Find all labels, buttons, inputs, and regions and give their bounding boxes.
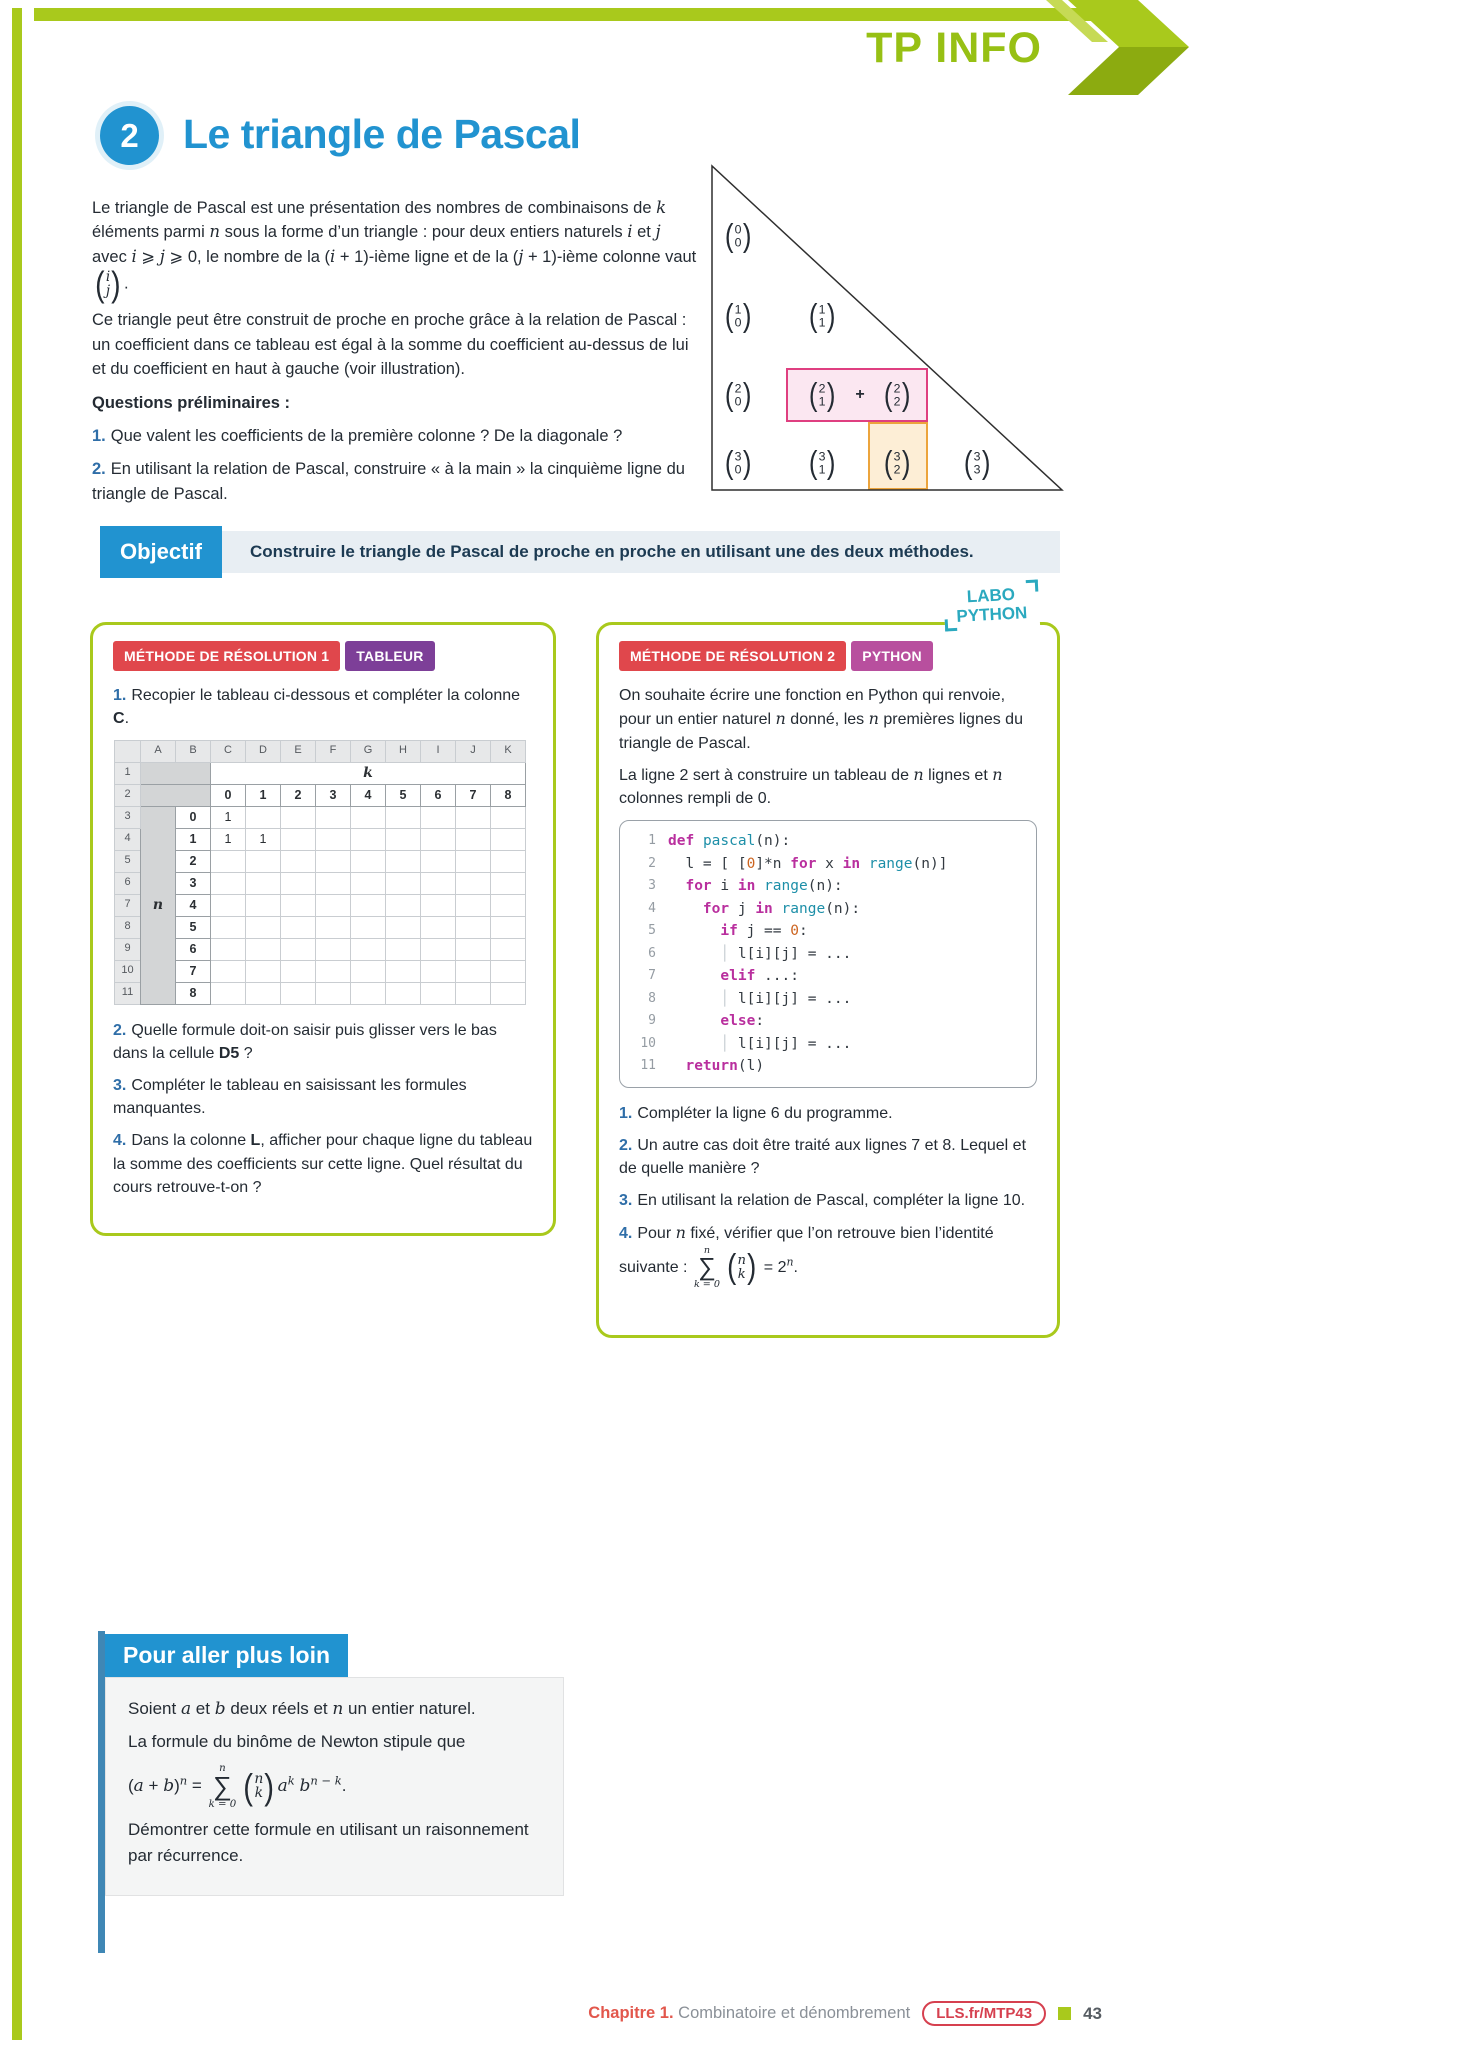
question-number: 2. (92, 460, 106, 479)
sheet-row (115, 762, 526, 784)
chapter-label: Chapitre 1. (588, 2004, 674, 2022)
sheet-cell (281, 872, 316, 894)
preliminary-question-1 (92, 424, 698, 448)
sheet-cell (351, 850, 386, 872)
sheet-cell (351, 960, 386, 982)
sheet-cell: 2 (176, 850, 211, 872)
line-number: 10 (640, 1035, 656, 1051)
sheet-cell (491, 960, 526, 982)
code-line-4 (632, 898, 1024, 921)
sheet-cell: 9 (115, 938, 141, 960)
question-text: Un autre cas doit être traité aux lignes 7 et 8. Lequel et de quelle manière ? (619, 1136, 1027, 1178)
sheet-cell (281, 806, 316, 828)
method2-badge: MÉTHODE DE RÉSOLUTION 2 (619, 641, 846, 671)
sum-notation: n ∑ k = 0 (693, 1244, 720, 1290)
sheet-cell (211, 872, 246, 894)
code-text: if j == 0: (720, 923, 808, 940)
spreadsheet-body (115, 740, 526, 1004)
sheet-cell (316, 828, 351, 850)
sheet-cell (316, 872, 351, 894)
sheet-cell (281, 938, 316, 960)
code-line-2 (632, 853, 1024, 876)
sheet-row (115, 872, 526, 894)
sheet-cell: 5 (386, 784, 421, 806)
sheet-row (115, 960, 526, 982)
sheet-row (115, 850, 526, 872)
code-line-5 (632, 920, 1024, 943)
binomial-coefficient: ( 0 0 ) (724, 217, 752, 254)
bracket-icon (1026, 580, 1039, 593)
method1-question-4 (113, 1129, 533, 1199)
further-body (105, 1677, 564, 1896)
binomial-coefficient: ( 3 3 ) (963, 444, 991, 481)
sheet-cell (456, 938, 491, 960)
sheet-cell (246, 960, 281, 982)
sheet-cell (456, 960, 491, 982)
sheet-cell (211, 916, 246, 938)
sheet-cell: J (456, 740, 491, 762)
sheet-cell: 11 (115, 982, 141, 1004)
code-line-11 (632, 1055, 1024, 1078)
sheet-cell (386, 960, 421, 982)
sheet-cell (351, 938, 386, 960)
sheet-cell (246, 938, 281, 960)
binom-3-1 (806, 444, 838, 481)
page-number: 43 (1083, 2003, 1102, 2023)
code-line-7 (632, 965, 1024, 988)
code-line-9 (632, 1010, 1024, 1033)
sheet-cell: A (141, 740, 176, 762)
sheet-cell (386, 894, 421, 916)
sheet-cell (141, 784, 211, 806)
sheet-cell (351, 982, 386, 1004)
method1-badges (113, 641, 533, 671)
sheet-cell: I (421, 740, 456, 762)
sheet-cell (456, 806, 491, 828)
sheet-cell: 6 (421, 784, 456, 806)
chapter-color-square (1058, 2007, 1071, 2020)
question-text: Quelle formule doit-on saisir puis glisser vers le bas dans la cellule D5 ? (113, 1021, 497, 1062)
sheet-cell: K (491, 740, 526, 762)
objectif-banner (100, 531, 1060, 573)
method2-question-2 (619, 1134, 1037, 1180)
sheet-cell (456, 982, 491, 1004)
sheet-cell: 7 (115, 894, 141, 916)
binomial-coefficient: ( n k ) (243, 1765, 275, 1807)
question-number: 1. (619, 1104, 633, 1122)
sheet-cell (421, 850, 456, 872)
binomial-coefficient: ( 1 1 ) (808, 297, 836, 334)
method1-question-2 (113, 1019, 533, 1065)
line-number: 11 (640, 1058, 656, 1074)
binom-0-0 (722, 217, 754, 254)
page-title: Le triangle de Pascal (183, 111, 581, 157)
sheet-cell (421, 894, 456, 916)
sheet-cell (386, 938, 421, 960)
sheet-cell (386, 872, 421, 894)
line-number: 8 (648, 990, 656, 1006)
left-accent-bar (12, 8, 22, 2040)
sheet-cell (246, 806, 281, 828)
question-number: 2. (619, 1136, 633, 1154)
sheet-cell (491, 872, 526, 894)
newton-formula: $(a + b)^n$ = n ∑ k = 0 ( n k ) $a^k$ $b^{n - k}$. (128, 1762, 347, 1810)
question-number: 4. (619, 1225, 633, 1243)
sheet-cell (456, 828, 491, 850)
binomial-coefficient: ( 3 0 ) (724, 444, 752, 481)
sheet-cell (316, 982, 351, 1004)
sheet-cell (386, 828, 421, 850)
code-text: l = [ [0]*n for x in range(n)] (668, 855, 948, 872)
method2-question-3 (619, 1189, 1037, 1212)
sheet-cell (281, 960, 316, 982)
sheet-cell (351, 828, 386, 850)
sheet-cell (421, 982, 456, 1004)
code-text: def pascal(n): (668, 833, 791, 850)
method2-card (596, 622, 1060, 1338)
sheet-row (115, 784, 526, 806)
binom-3-0 (722, 444, 754, 481)
sheet-cell: 5 (176, 916, 211, 938)
sum-notation: n ∑ k = 0 (208, 1762, 237, 1810)
binom-3-2 (881, 444, 913, 481)
sheet-cell (281, 894, 316, 916)
sheet-cell (316, 850, 351, 872)
code-text: │ l[i][j] = ... (720, 945, 852, 962)
line-number: 6 (648, 945, 656, 961)
sheet-cell: B (176, 740, 211, 762)
binomial-coefficient: ( n k ) (727, 1248, 757, 1287)
labo-line2: PYTHON (955, 602, 1028, 626)
python-badge: PYTHON (851, 641, 933, 671)
sheet-cell (491, 894, 526, 916)
sheet-cell: 3 (316, 784, 351, 806)
further-line3: Démontrer cette formule en utilisant un raisonnement par récurrence. (128, 1820, 529, 1866)
sheet-cell: 7 (456, 784, 491, 806)
sheet-cell (386, 850, 421, 872)
sheet-cell (211, 894, 246, 916)
method1-card (90, 622, 556, 1236)
sheet-cell: 0 (176, 806, 211, 828)
question-text: Compléter la ligne 6 du programme. (637, 1104, 893, 1122)
binom-1-0 (722, 297, 754, 334)
top-accent-bar (34, 8, 1112, 21)
sheet-cell (351, 806, 386, 828)
sheet-cell (316, 960, 351, 982)
sheet-cell (351, 916, 386, 938)
code-text: return(l) (685, 1058, 765, 1075)
code-text: for j in range(n): (702, 900, 861, 917)
sheet-cell: 5 (115, 850, 141, 872)
binomial-coefficient: ( 3 1 ) (808, 444, 836, 481)
sheet-cell: F (316, 740, 351, 762)
binomial-coefficient: ( 3 2 ) (883, 444, 911, 481)
sheet-cell: k (211, 762, 526, 784)
method2-badges (619, 641, 1037, 671)
line-number: 2 (648, 855, 656, 871)
sheet-cell: G (351, 740, 386, 762)
line-number: 7 (648, 968, 656, 984)
sheet-row (115, 828, 526, 850)
question-text: Que valent les coefficients de la première colonne ? De la diagonale ? (110, 426, 623, 445)
bracket-icon (945, 619, 958, 632)
question-text: En utilisant la relation de Pascal, compléter la ligne 10. (637, 1192, 1026, 1210)
sheet-cell (456, 850, 491, 872)
chapter-title: Combinatoire et dénombrement (678, 2004, 911, 2022)
sheet-cell: 6 (115, 872, 141, 894)
sheet-cell (281, 828, 316, 850)
sheet-cell: 2 (281, 784, 316, 806)
further-accent-bar (98, 1631, 105, 1953)
sheet-cell (246, 872, 281, 894)
binom-2-0 (722, 376, 754, 413)
binomial-coefficient: ( 2 2 ) (883, 376, 911, 413)
pascal-triangle-illustration (700, 158, 1080, 503)
sheet-cell: 1 (115, 762, 141, 784)
sheet-cell: 1 (211, 806, 246, 828)
sheet-cell: 1 (211, 828, 246, 850)
method2-question-4 (619, 1221, 1037, 1290)
tp-info-label: TP INFO (866, 24, 1042, 72)
question-number: 2. (113, 1021, 127, 1039)
sheet-cell (246, 894, 281, 916)
code-text: │ l[i][j] = ... (720, 1035, 852, 1052)
sheet-cell: E (281, 740, 316, 762)
method1-question-3 (113, 1074, 533, 1120)
sheet-cell: 8 (115, 916, 141, 938)
binomial-coefficient: ( 2 1 ) (808, 376, 836, 413)
sheet-row (115, 740, 526, 762)
sheet-cell (421, 828, 456, 850)
line-number: 1 (648, 833, 656, 849)
sheet-cell (491, 828, 526, 850)
sheet-cell: 3 (176, 872, 211, 894)
question-text: Compléter le tableau en saisissant les formules manquantes. (113, 1077, 467, 1118)
sheet-row (115, 982, 526, 1004)
intro-paragraph-2: Ce triangle peut être construit de proche en proche grâce à la relation de Pascal : un coefficient dans ce tableau est égal à la somme du coefficient au-dessus de lui et du coefficient en haut à gauche (voir illustration). (92, 311, 689, 379)
sheet-cell (316, 938, 351, 960)
labo-python-badge (943, 580, 1040, 632)
code-text: for i in range(n): (685, 878, 843, 895)
binomial-coefficient: ( 2 0 ) (724, 376, 752, 413)
code-text: elif ...: (720, 968, 799, 985)
question-number: 1. (113, 687, 127, 705)
binom-3-3 (961, 444, 993, 481)
sheet-cell (281, 982, 316, 1004)
sheet-cell (491, 938, 526, 960)
question-text: Dans la colonne L, afficher pour chaque ligne du tableau la somme des coefficients sur cette ligne. Quel résultat du cours retrouve-t-on ? (113, 1132, 533, 1196)
sheet-cell: 0 (211, 784, 246, 806)
question-text: En utilisant la relation de Pascal, construire « à la main » la cinquième ligne du triangle de Pascal. (92, 460, 685, 503)
python-intro-2: La ligne 2 sert à construire un tableau de n lignes et n colonnes rempli de 0. (619, 764, 1003, 808)
question-number: 3. (619, 1192, 633, 1210)
code-text: │ l[i][j] = ... (720, 990, 852, 1007)
sheet-cell (211, 960, 246, 982)
sheet-cell (115, 740, 141, 762)
sheet-cell: D (246, 740, 281, 762)
sheet-cell (141, 762, 211, 784)
corner-chevron-icon (1046, 0, 1191, 95)
sheet-cell: 1 (176, 828, 211, 850)
sheet-cell: 10 (115, 960, 141, 982)
sheet-cell (421, 916, 456, 938)
sheet-cell: 3 (115, 806, 141, 828)
code-line-10 (632, 1033, 1024, 1056)
line-number: 9 (648, 1013, 656, 1029)
binom-1-1 (806, 297, 838, 334)
objectif-label: Objectif (100, 526, 222, 578)
sheet-row (115, 894, 526, 916)
code-text: else: (720, 1013, 765, 1030)
sheet-cell (351, 872, 386, 894)
sheet-cell (211, 938, 246, 960)
method1-badge: MÉTHODE DE RÉSOLUTION 1 (113, 641, 340, 671)
spreadsheet (114, 740, 526, 1005)
question-text: Recopier le tableau ci-dessous et compléter la colonne C. (113, 687, 521, 728)
sheet-cell (246, 850, 281, 872)
question-number: 1. (92, 426, 106, 445)
code-line-1 (632, 830, 1024, 853)
sheet-row (115, 916, 526, 938)
question-number: 3. (113, 1077, 127, 1095)
sheet-cell: H (386, 740, 421, 762)
sheet-cell: 8 (491, 784, 526, 806)
sheet-cell (491, 916, 526, 938)
further-box (102, 1634, 564, 1896)
sheet-cell (281, 916, 316, 938)
sheet-cell (386, 982, 421, 1004)
sheet-cell (421, 938, 456, 960)
sheet-cell (421, 872, 456, 894)
code-line-6 (632, 943, 1024, 966)
line-number: 4 (648, 900, 656, 916)
sheet-cell (351, 894, 386, 916)
binom-2-1 (806, 376, 838, 413)
labo-line1: LABO (966, 584, 1016, 607)
sheet-cell (316, 916, 351, 938)
sheet-cell (316, 806, 351, 828)
sheet-cell (211, 850, 246, 872)
sheet-cell: 1 (246, 784, 281, 806)
sheet-cell (456, 916, 491, 938)
sheet-cell (491, 982, 526, 1004)
chapter-reference (588, 2004, 910, 2023)
sheet-cell (386, 916, 421, 938)
sheet-cell (491, 850, 526, 872)
sheet-cell (211, 982, 246, 1004)
sheet-row (115, 806, 526, 828)
plus-sign: + (855, 386, 865, 403)
binomial-coefficient: ( i j ) (95, 264, 121, 305)
sheet-cell (246, 982, 281, 1004)
questions-title: Questions préliminaires : (92, 393, 291, 412)
objectif-text: Construire le triangle de Pascal de proche en proche en utilisant une des deux méthodes. (250, 542, 974, 561)
code-line-8 (632, 988, 1024, 1011)
section-number-badge: 2 (100, 106, 159, 165)
line-number: 3 (648, 878, 656, 894)
preliminary-question-2 (92, 457, 698, 506)
binom-2-2 (881, 376, 913, 413)
sheet-cell: 7 (176, 960, 211, 982)
sheet-cell: 2 (115, 784, 141, 806)
code-block (619, 820, 1037, 1088)
method2-question-1 (619, 1102, 1037, 1125)
sheet-cell (491, 806, 526, 828)
sheet-cell (456, 894, 491, 916)
question-text: Pour n fixé, vérifier que l’on retrouve bien l’identité suivante : n ∑ k = 0 ( n k ) = $2^n$. (619, 1223, 994, 1290)
sheet-cell (316, 894, 351, 916)
sheet-cell: n (141, 806, 176, 1004)
further-line2: La formule du binôme de Newton stipule que (128, 1732, 466, 1752)
further-title: Pour aller plus loin (105, 1634, 348, 1677)
sheet-cell (421, 806, 456, 828)
sheet-cell: 4 (115, 828, 141, 850)
binomial-coefficient: ( 1 0 ) (724, 297, 752, 334)
sheet-cell: 1 (246, 828, 281, 850)
intro-block (92, 196, 698, 515)
sheet-cell (456, 872, 491, 894)
sheet-cell: C (211, 740, 246, 762)
sheet-row (115, 938, 526, 960)
sheet-cell (246, 916, 281, 938)
sheet-cell: 6 (176, 938, 211, 960)
sheet-cell: 4 (176, 894, 211, 916)
line-number: 5 (648, 923, 656, 939)
code-line-3 (632, 875, 1024, 898)
further-line1: Soient a et b deux réels et n un entier naturel. (128, 1699, 476, 1719)
lls-link[interactable]: LLS.fr/MTP43 (922, 2001, 1046, 2026)
sheet-cell: 4 (351, 784, 386, 806)
method1-question-1 (113, 684, 533, 730)
sheet-cell: 8 (176, 982, 211, 1004)
python-intro-1: On souhaite écrire une fonction en Python qui renvoie, pour un entier naturel n donné, les n premières lignes du triangle de Pascal. (619, 687, 1023, 752)
intro-paragraph-1: Le triangle de Pascal est une présentation des nombres de combinaisons de k éléments parmi n sous la forme d’un triangle : pour deux entiers naturels i et j avec i ⩾ j ⩾ 0, le nombre de la (i + 1)-ième ligne et de la (j + 1)-ième colonne vaut ( i j ) . (92, 198, 697, 305)
page-footer (0, 2001, 1102, 2026)
question-number: 4. (113, 1132, 127, 1150)
sheet-cell (421, 960, 456, 982)
sheet-cell (281, 850, 316, 872)
tableur-badge: TABLEUR (345, 641, 434, 671)
sheet-cell (386, 806, 421, 828)
